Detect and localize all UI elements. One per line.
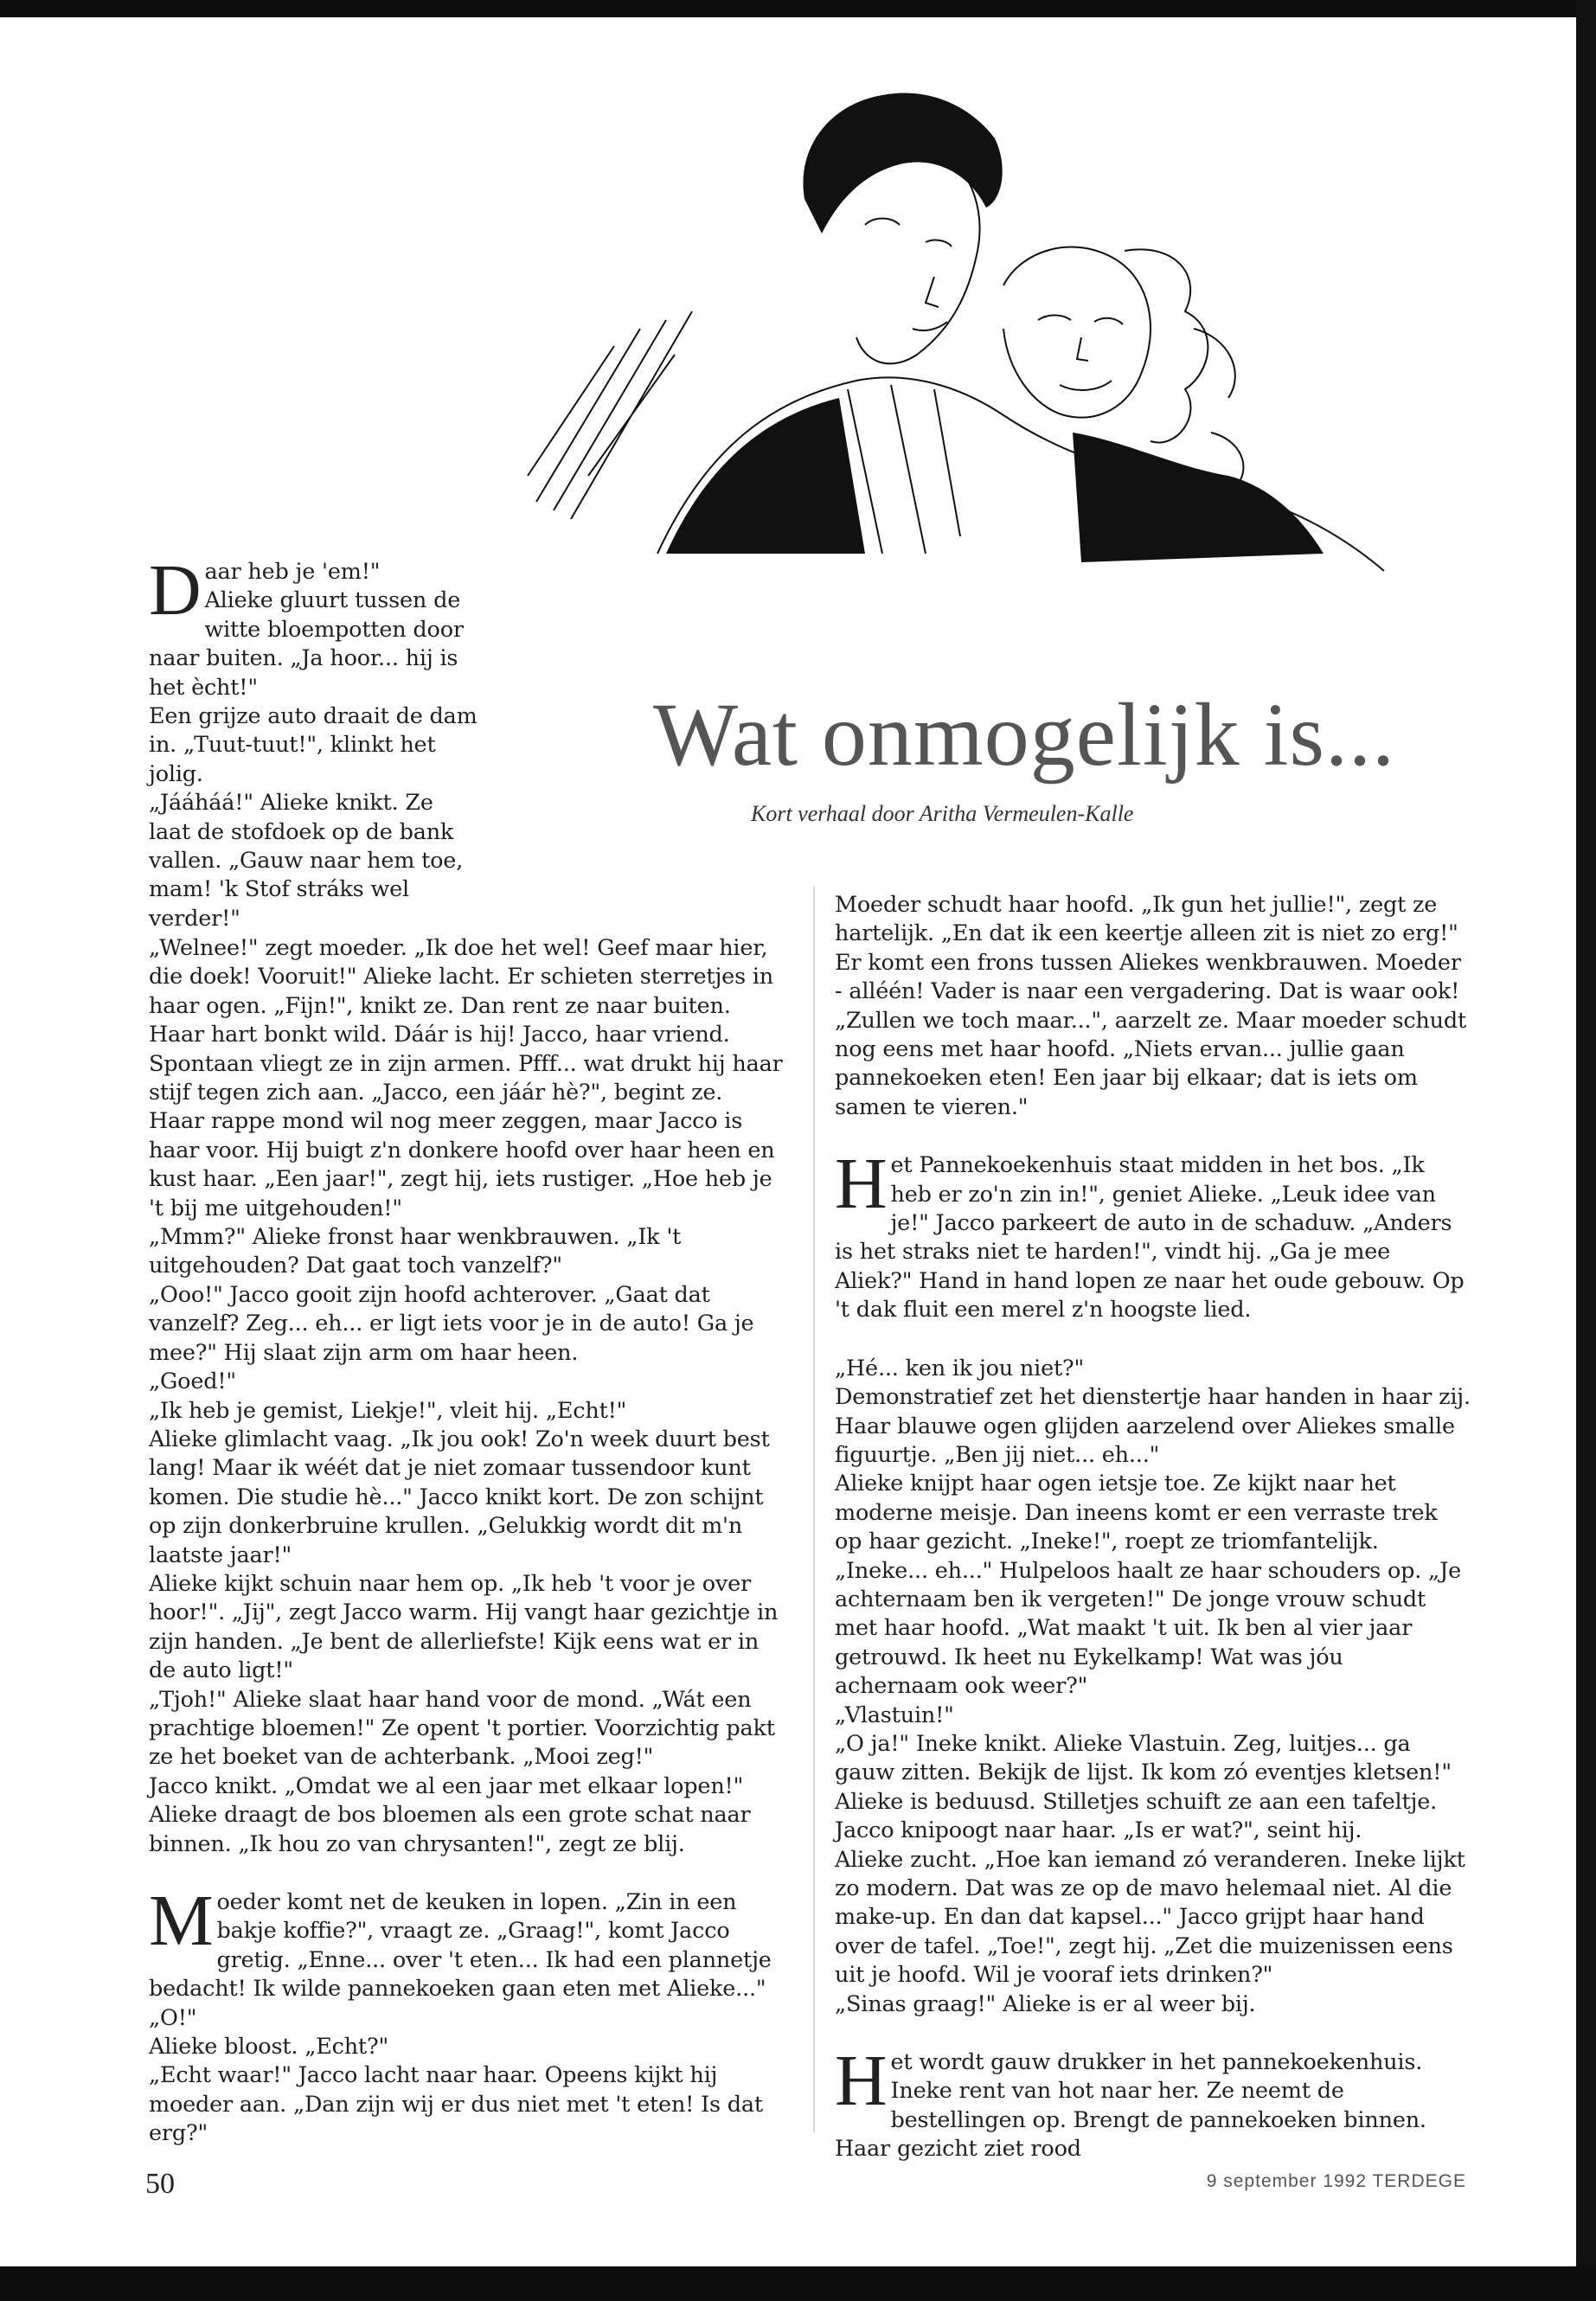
paragraph: „Echt waar!" Jacco lacht naar haar. Opeens kijkt hij moeder aan. „Dan zijn wij er dus niet met 't eten! Is dat erg?" (149, 2062, 763, 2147)
paragraph: „Welnee!" zegt moeder. „Ik doe het wel! Geef maar hier, die doek! Vooruit!" Alieke lacht. Er schieten sterretjes in haar ogen. „Fijn!", knikt ze. Dan rent ze naar buiten. Haar hart bonkt wild. Dáár is hij! Jacco, haar vriend. Spontaan vliegt ze in zijn armen. Pfff... wat drukt hij haar stijf tegen zich aan. „Jacco, een jáár hè?", begint ze. Haar rappe mond wil nog meer zeggen, maar Jacco is haar voor. Hij buigt z'n donkere hoofd over haar heen en kust haar. „Een jaar!", zegt hij, iets rustiger. „Hoe heb je 't bij me uitgehouden!" (149, 935, 783, 1221)
column-divider (813, 887, 815, 2132)
paragraph: Moeder schudt haar hoofd. „Ik gun het jullie!", zegt ze hartelijk. „En dat ik een keertje alleen zit is niet zo erg!" Er komt een frons tussen Aliekes wenkbrauwen. Moeder - alléén! Vader is naar een vergadering. Dat is waar ook! „Zullen we toch maar...", aarzelt ze. Maar moeder schudt nog eens met haar hoofd. „Niets ervan... jullie gaan pannekoeken eten! Een jaar bij elkaar; dat is iets om samen te vieren." (835, 892, 1467, 1120)
paragraph: „Tjoh!" Alieke slaat haar hand voor de mond. „Wát een prachtige bloemen!" Ze opent 't portier. Voorzichtig pakt ze het boeket van de achterbank. „Mooi zeg!" (149, 1686, 775, 1771)
paragraph: „O!" (149, 2004, 197, 2031)
intro-column (149, 550, 478, 933)
paragraph: Alieke kijkt schuin naar hem op. „Ik heb 't voor je over hoor!". „Jij", zegt Jacco warm. Hij vangt haar gezichtje in zijn handen. „Je bent de allerliefste! Kijk eens wat er in de auto ligt!" (149, 1570, 779, 1684)
paragraph: Alieke gluurt tussen de witte bloempotten door naar buiten. „Ja hoor... hij is het ècht!" (149, 587, 464, 701)
dropcap: D (149, 550, 202, 631)
right-border (1576, 0, 1596, 2301)
paragraph: Demonstratief zet het dienstertje haar handen in haar zij. Haar blauwe ogen glijden aarzelend over Aliekes smalle figuurtje. „Ben jij niet... eh..." (835, 1384, 1471, 1468)
paragraph: „Goed!" (149, 1368, 236, 1395)
paragraph: „Ooo!" Jacco gooit zijn hoofd achterover. „Gaat dat vanzelf? Zeg... eh... er ligt iets voor je in de auto! Ga je mee?" Hij slaat zijn arm om haar heen. (149, 1281, 754, 1366)
paragraph: „Mmm?" Alieke fronst haar wenkbrauwen. „Ik 't uitgehouden? Dat gaat toch vanzelf?" (149, 1224, 682, 1279)
paragraph: Alieke knijpt haar ogen ietsje toe. Ze kijkt naar het moderne meisje. Dan ineens komt er een verraste trek op haar gezicht. „Ineke!", roept ze triomfantelijk. „Ineke... eh..." Hulpeloos haalt ze haar schouders op. „Je achternaam ben ik vergeten!" De jonge vrouw schudt met haar hoofd. „Wat maakt 't uit. Ik ben al vier jaar getrouwd. Ik heet nu Eykelkamp! Wat was jóu achernaam ook weer?" (835, 1471, 1461, 1700)
paragraph: „Hé... ken ik jou niet?" (835, 1355, 1085, 1381)
intro-lead: Daar heb je 'em!" (149, 550, 381, 631)
paragraph: Alieke zucht. „Hoe kan iemand zó veranderen. Ineke lijkt zo modern. Dat was ze op de mavo helemaal niet. Al die make-up. En dan dat kapsel..." Jacco grijpt haar hand over de tafel. „Toe!", zegt hij. „Zet die muizenissen eens uit je hoofd. Wil je vooraf iets drinken?" (835, 1846, 1465, 1989)
couple-illustration (519, 69, 1488, 640)
top-border (0, 0, 1596, 17)
paragraph: Een grijze auto draait de dam in. „Tuut-tuut!", klinkt het jolig. (149, 703, 478, 787)
left-column (149, 934, 785, 2149)
paragraph: „Ik heb je gemist, Liekje!", vleit hij. „Echt!" (149, 1397, 627, 1424)
section-lead: Het wordt gauw drukker in het pannekoekenhuis. Ineke rent van hot naar her. Ze neemt de bestellingen op. Brengt de pannekoeken binnen. Haar gezicht ziet rood (835, 2041, 1426, 2163)
paragraph: Alieke bloost. „Echt?" (149, 2034, 388, 2061)
paragraph: Alieke glimlacht vaag. „Ik jou ook! Zo'n week duurt best lang! Maar ik wéét dat je niet zomaar tussendoor kunt komen. Die studie hè..." Jacco knikt kort. De zon schijnt op zijn donkerbruine krullen. „Gelukkig wordt dit m'n laatste jaar!" (149, 1426, 770, 1568)
dropcap: H (835, 2041, 888, 2122)
paragraph: „Vlastuin!" (835, 1702, 954, 1728)
dropcap: M (149, 1881, 214, 1961)
page-number: 50 (145, 2168, 175, 2200)
paragraph: Jacco knikt. „Omdat we al een jaar met elkaar lopen!" Alieke draagt de bos bloemen als een grote schat naar binnen. „Ik hou zo van chrysanten!", zegt ze blij. (149, 1772, 751, 1857)
right-column (835, 891, 1471, 2164)
article-byline: Kort verhaal door Aritha Vermeulen-Kalle (751, 801, 1134, 826)
article-title: Wat onmogelijk is... (653, 685, 1395, 785)
bottom-border (0, 2266, 1596, 2301)
paragraph: „Jááháá!" Alieke knikt. Ze laat de stofdoek op de bank vallen. „Gauw naar hem toe, mam! 'k Stof stráks wel verder!" (149, 790, 464, 932)
paragraph: „Sinas graag!" Alieke is er al weer bij. (835, 1990, 1256, 2017)
issue-footer: 9 september 1992 TERDEGE (1206, 2171, 1466, 2191)
paragraph: „O ja!" Ineke knikt. Alieke Vlastuin. Zeg, luitjes... ga gauw zitten. Bekijk de lijst. Ik kom zó eventjes kletsen!" Alieke is beduusd. Stilletjes schuift ze aan een tafeltje. Jacco knipoogt naar haar. „Is er wat?", seint hij. (835, 1730, 1452, 1844)
section-lead: Moeder komt net de keuken in lopen. „Zin in een bakje koffie?", vraagt ze. „Graag!", komt Jacco gretig. „Enne... over 't eten... Ik had een plannetje bedacht! Ik wilde pannekoeken gaan eten met Alieke..." (149, 1881, 772, 2003)
section-lead: Het Pannekoekenhuis staat midden in het bos. „Ik heb er zo'n zin in!", geniet Alieke. „Leuk idee van je!" Jacco parkeert de auto in de schaduw. „Anders is het straks niet te harden!", vindt hij. „Ga je mee Aliek?" Hand in hand lopen ze naar het oude gebouw. Op 't dak fluit een merel z'n hoogste lied. (835, 1144, 1465, 1324)
dropcap: H (835, 1144, 888, 1225)
